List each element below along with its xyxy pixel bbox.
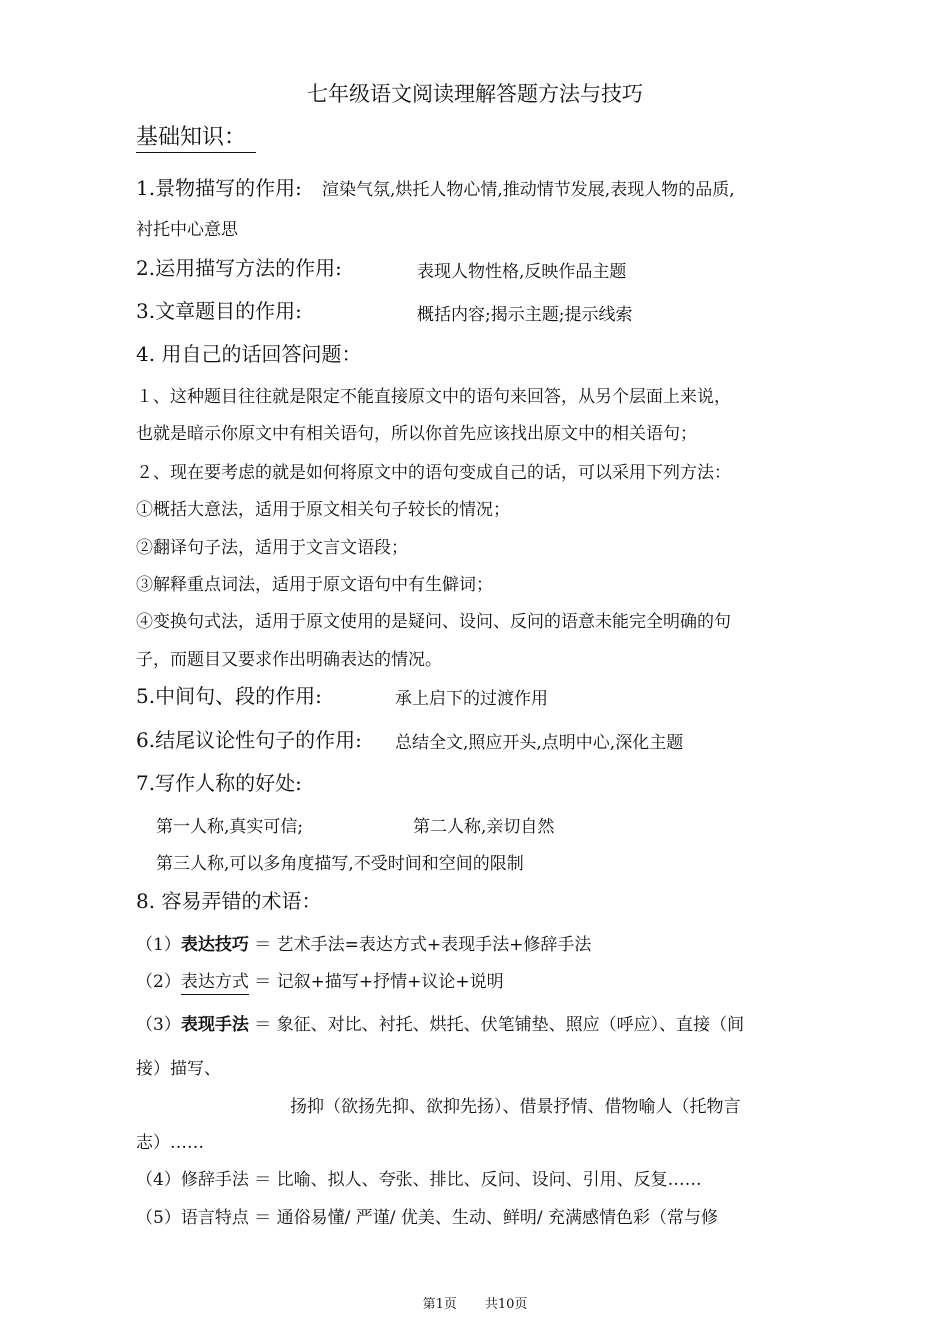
item-3-label: 3.文章题目的作用: xyxy=(136,299,302,323)
section-heading-basic: 基础知识： xyxy=(136,125,247,150)
term-3-definition: ＝ 象征、对比、衬托、烘托、伏笔铺垫、照应（呼应）、直接（间 xyxy=(254,1015,745,1035)
page-footer xyxy=(0,1293,950,1312)
item-4-method-2: ②翻译句子法，适用于文言文语段； xyxy=(136,538,408,558)
term-5-row: （5）语言特点 ＝ 通俗易懂/ 严谨/ 优美、生动、鲜明/ 充满感情色彩（常与修 xyxy=(136,1208,719,1228)
item-6-answer: 总结全文,照应开头,点明中心,深化主题 xyxy=(395,733,684,753)
term-2-definition: ＝ 记叙+描写+抒情+议论+说明 xyxy=(254,972,504,992)
item-4-method-4-line-1: ④变换句式法，适用于原文使用的是疑问、设问、反问的语意未能完全明确的句 xyxy=(136,612,731,632)
item-5-label: 5.中间句、段的作用: xyxy=(136,684,322,708)
item-2-answer: 表现人物性格,反映作品主题 xyxy=(417,262,627,282)
item-4-method-4-line-2: 子，而题目又要求作出明确表达的情况。 xyxy=(136,650,442,670)
term-1-number: （1） xyxy=(136,935,181,955)
term-3-number: （3） xyxy=(136,1015,181,1035)
item-1-answer: 渲染气氛,烘托人物心情,推动情节发展,表现人物的品质, xyxy=(322,180,735,200)
item-4-method-3: ③解释重点词法，适用于原文语句中有生僻词； xyxy=(136,575,493,595)
item-7-third-person: 第三人称,可以多角度描写,不受时间和空间的限制 xyxy=(156,854,524,874)
term-2-name: 表达方式 xyxy=(181,972,249,995)
item-5-answer: 承上启下的过渡作用 xyxy=(395,689,548,709)
item-1-label: 1.景物描写的作用: xyxy=(136,176,302,200)
page-total: 共10页 xyxy=(484,1297,528,1312)
item-2-label: 2.运用描写方法的作用: xyxy=(136,256,342,280)
item-4-method-1: ①概括大意法，适用于原文相关句子较长的情况； xyxy=(136,500,510,520)
term-1-definition: ＝ 艺术手法=表达方式+表现手法+修辞手法 xyxy=(254,935,592,955)
term-3-definition-line-3: 扬抑（欲扬先抑、欲抑先扬）、借景抒情、借物喻人（托物言 xyxy=(290,1097,741,1117)
item-6-label: 6.结尾议论性句子的作用: xyxy=(136,728,362,752)
page-title: 七年级语文阅读理解答题方法与技巧 xyxy=(307,82,643,106)
item-3-answer: 概括内容;揭示主题;提示线索 xyxy=(417,305,633,325)
item-4-paragraph-1-line-1: １、这种题目往往就是限定不能直接原文中的语句来回答，从另个层面上来说， xyxy=(136,387,731,407)
term-3-definition-line-2: 接）描写、 xyxy=(136,1059,221,1079)
page-number: 第1页 xyxy=(422,1297,457,1312)
item-7-label: 7.写作人称的好处: xyxy=(136,771,302,795)
item-4-label: 4. 用自己的话回答问题： xyxy=(136,342,362,366)
item-7-second-person: 第二人称,亲切自然 xyxy=(413,817,555,837)
item-4-paragraph-1-line-2: 也就是暗示你原文中有相关语句，所以你首先应该找出原文中的相关语句； xyxy=(136,424,697,444)
item-7-first-person: 第一人称,真实可信; xyxy=(156,817,304,837)
item-4-paragraph-2: ２、现在要考虑的就是如何将原文中的语句变成自己的话，可以采用下列方法： xyxy=(136,463,731,483)
item-8-label: 8. 容易弄错的术语： xyxy=(136,889,322,913)
term-1-name: 表达技巧 xyxy=(180,935,249,955)
item-1-answer-cont: 衬托中心意思 xyxy=(136,220,238,240)
term-3-name: 表现手法 xyxy=(180,1015,249,1035)
term-1-row xyxy=(136,930,591,955)
term-2-number: （2） xyxy=(136,972,181,992)
term-3-definition-line-4: 志）…… xyxy=(136,1133,204,1153)
term-2-row xyxy=(136,967,504,992)
term-3-row xyxy=(136,1010,744,1035)
term-4-row: （4）修辞手法 ＝ 比喻、拟人、夸张、排比、反问、设问、引用、反复…… xyxy=(136,1170,702,1190)
heading-underline xyxy=(136,152,256,153)
